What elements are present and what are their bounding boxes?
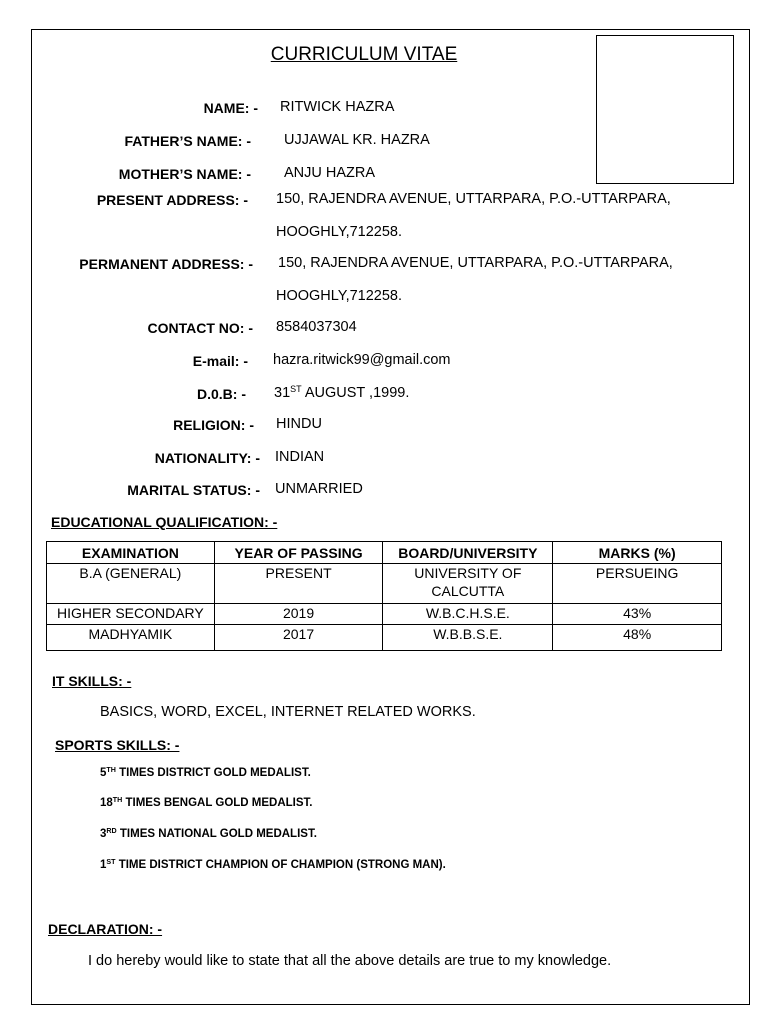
table-cell: 48% xyxy=(553,625,722,651)
it-skills-text: BASICS, WORD, EXCEL, INTERNET RELATED WORKS. xyxy=(100,704,476,720)
email-value: hazra.ritwick99@gmail.com xyxy=(273,352,451,368)
sports-item: 18TH TIMES BENGAL GOLD MEDALIST. xyxy=(100,796,313,809)
table-row xyxy=(47,625,722,651)
present-address-line1: 150, RAJENDRA AVENUE, UTTARPARA, P.O.-UTTARPARA, xyxy=(276,191,671,207)
marital-status-label: MARITAL STATUS: - xyxy=(127,482,260,498)
religion-value: HINDU xyxy=(276,416,322,432)
nationality-value: INDIAN xyxy=(275,449,325,465)
name-value: RITWICK HAZRA xyxy=(280,99,395,115)
email-label: E-mail: - xyxy=(192,353,248,369)
name-label: NAME: - xyxy=(203,100,258,116)
father-name-value: UJJAWAL KR. HAZRA xyxy=(284,132,430,148)
table-header-cell: MARKS (%) xyxy=(553,542,722,564)
sports-skills-heading: SPORTS SKILLS: - xyxy=(55,737,180,753)
table-cell: W.B.B.S.E. xyxy=(383,625,553,651)
contact-label: CONTACT NO: - xyxy=(147,320,253,336)
table-cell: MADHYAMIK xyxy=(47,625,215,651)
page-title: CURRICULUM VITAE xyxy=(270,44,458,65)
sports-item: 5TH TIMES DISTRICT GOLD MEDALIST. xyxy=(100,766,311,779)
permanent-address-label: PERMANENT ADDRESS: - xyxy=(79,256,253,272)
sports-item: 1ST TIME DISTRICT CHAMPION OF CHAMPION (STRONG MAN). xyxy=(100,858,446,871)
table-cell: UNIVERSITY OF CALCUTTA xyxy=(383,564,553,604)
dob-label: D.0.B: - xyxy=(197,386,246,402)
mother-name-label: MOTHER’S NAME: - xyxy=(118,166,251,182)
table-header-cell: EXAMINATION xyxy=(47,542,215,564)
table-header-cell: BOARD/UNIVERSITY xyxy=(383,542,553,564)
table-cell: W.B.C.H.S.E. xyxy=(383,604,553,625)
nationality-label: NATIONALITY: - xyxy=(154,450,260,466)
table-cell: PRESENT xyxy=(214,564,383,604)
table-cell: PERSUEING xyxy=(553,564,722,604)
sports-item: 3RD TIMES NATIONAL GOLD MEDALIST. xyxy=(100,827,317,840)
present-address-line2: HOOGHLY,712258. xyxy=(276,224,403,240)
table-header-cell: YEAR OF PASSING xyxy=(214,542,383,564)
marital-status-value: UNMARRIED xyxy=(275,481,363,497)
it-skills-heading: IT SKILLS: - xyxy=(52,673,132,689)
contact-value: 8584037304 xyxy=(276,319,357,335)
table-row xyxy=(47,604,722,625)
declaration-text: I do hereby would like to state that all the above details are true to my knowledge. xyxy=(88,953,612,969)
table-cell: 2019 xyxy=(214,604,383,625)
table-cell: HIGHER SECONDARY xyxy=(47,604,215,625)
present-address-label: PRESENT ADDRESS: - xyxy=(96,192,248,208)
table-row xyxy=(47,564,722,604)
permanent-address-line1: 150, RAJENDRA AVENUE, UTTARPARA, P.O.-UTTARPARA, xyxy=(278,255,673,271)
permanent-address-line2: HOOGHLY,712258. xyxy=(276,288,403,304)
table-header-row xyxy=(47,542,722,564)
education-table xyxy=(46,541,722,651)
table-cell: 2017 xyxy=(214,625,383,651)
table-cell: B.A (GENERAL) xyxy=(47,564,215,604)
religion-label: RELIGION: - xyxy=(173,417,254,433)
education-heading: EDUCATIONAL QUALIFICATION: - xyxy=(51,514,278,530)
mother-name-value: ANJU HAZRA xyxy=(284,165,376,181)
declaration-heading: DECLARATION: - xyxy=(48,921,163,937)
dob-value: 31ST AUGUST ,1999. xyxy=(274,384,410,401)
table-cell: 43% xyxy=(553,604,722,625)
father-name-label: FATHER’S NAME: - xyxy=(124,133,251,149)
